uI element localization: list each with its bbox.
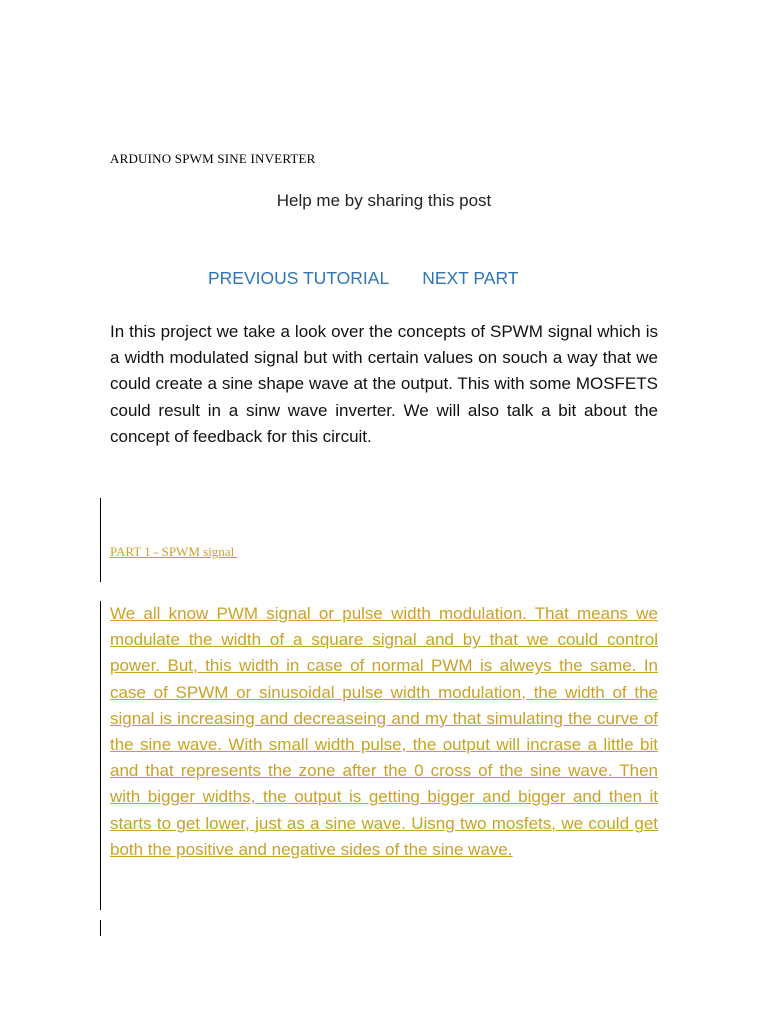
- share-prompt: Help me by sharing this post: [276, 191, 492, 210]
- revision-bar: [100, 601, 101, 910]
- document-title: ARDUINO SPWM SINE INVERTER: [110, 151, 316, 166]
- revision-bar: [100, 498, 101, 582]
- tutorial-nav: [208, 268, 519, 289]
- previous-tutorial-link[interactable]: PREVIOUS TUTORIAL: [208, 268, 390, 288]
- part1-body-link[interactable]: We all know PWM signal or pulse width modulation. That means we modulate the width of a square signal and by that we could control power. But, this width in case of normal PWM is alweys the same. In case of SPWM or sinusoidal pulse width modulation, the width of the signal is increasing and decreaseing and my that simulating the curve of the sine wave. With small width pulse, the output will incrase a little bit and that represents the zone after the 0 cross of the sine wave. Then with bigger widths, the output is getting bigger and bigger and then it starts to get lower, just as a sine wave. Uisng two mosfets, we could get both the positive and negative sides of the sine wave.: [110, 604, 658, 859]
- intro-paragraph: In this project we take a look over the concepts of SPWM signal which is a width modulated signal but with certain values on souch a way that we could create a sine shape wave at the output. This with some MOSFETS could result in a sinw wave inverter. We will also talk a bit about the concept of feedback for this circuit.: [110, 322, 658, 446]
- part1-heading-link[interactable]: PART 1 - SPWM signal: [110, 544, 238, 559]
- next-part-link[interactable]: NEXT PART: [422, 268, 519, 288]
- revision-bar: [100, 920, 101, 936]
